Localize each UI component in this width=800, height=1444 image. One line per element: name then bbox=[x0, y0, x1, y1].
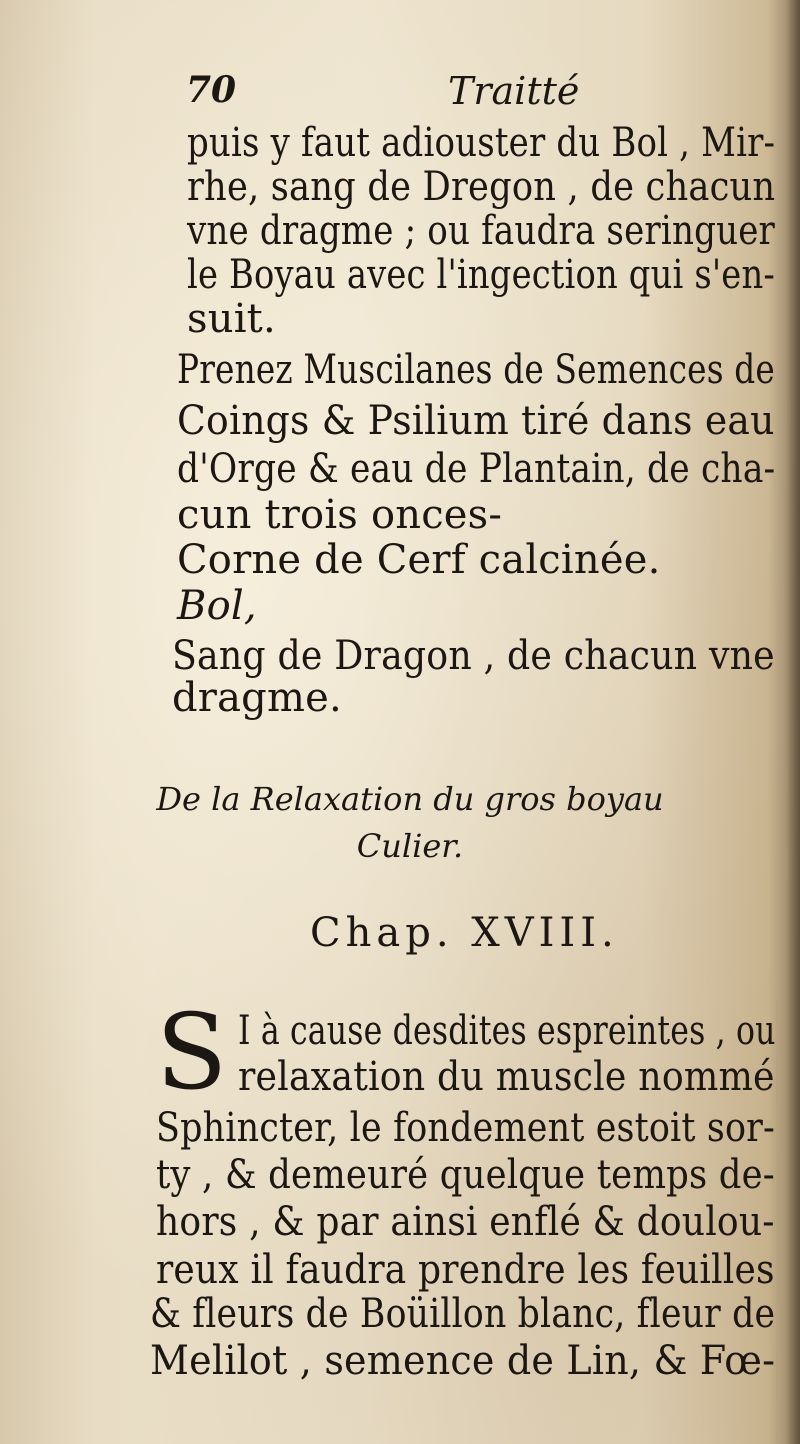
paragraph-line: ty , & demeuré quelque temps de- bbox=[156, 1152, 775, 1198]
paragraph-line: relaxation du muscle nommé bbox=[238, 1054, 775, 1100]
text-line: puis y faut adiouster du Bol , Mir- bbox=[187, 120, 776, 166]
text-line: le Boyau avec l'ingection qui s'en- bbox=[187, 252, 775, 298]
recipe-line: Prenez Muscilanes de Semences de bbox=[177, 347, 775, 393]
recipe-line: Bol, bbox=[177, 583, 257, 629]
recipe-line: Corne de Cerf calcinée. bbox=[177, 537, 661, 583]
text-line: vne dragme ; ou faudra seringuer bbox=[187, 208, 775, 254]
paragraph-line: Sphincter, le fondement estoit sor- bbox=[156, 1105, 776, 1151]
running-title: Traitté bbox=[448, 69, 580, 113]
drop-cap: S bbox=[156, 991, 228, 1113]
paragraph-line: I à cause desdites espreintes , ou bbox=[238, 1008, 776, 1054]
section-title: De la Relaxation du gros boyau bbox=[156, 780, 664, 818]
recipe-line: Sang de Dragon , de chacun vne bbox=[172, 633, 775, 679]
text-line: suit. bbox=[187, 296, 276, 342]
page-number: 70 bbox=[186, 69, 237, 111]
text-line: rhe, sang de Dregon , de chacun bbox=[187, 164, 776, 210]
paragraph-line: reux il faudra prendre les feuilles bbox=[156, 1247, 775, 1293]
recipe-line: dragme. bbox=[172, 675, 342, 721]
chapter-heading: Chap. XVIII. bbox=[310, 910, 619, 956]
paragraph-line: Melilot , semence de Lin, & Fœ- bbox=[150, 1338, 776, 1384]
paragraph-line: & fleurs de Boüillon blanc, fleur de bbox=[150, 1291, 776, 1337]
recipe-line: Coings & Psilium tiré dans eau bbox=[177, 398, 775, 444]
section-title-continued: Culier. bbox=[356, 827, 464, 865]
paragraph-line: hors , & par ainsi enflé & doulou- bbox=[156, 1199, 775, 1245]
recipe-line: cun trois onces- bbox=[177, 492, 503, 538]
recipe-line: d'Orge & eau de Plantain, de cha- bbox=[177, 446, 776, 492]
